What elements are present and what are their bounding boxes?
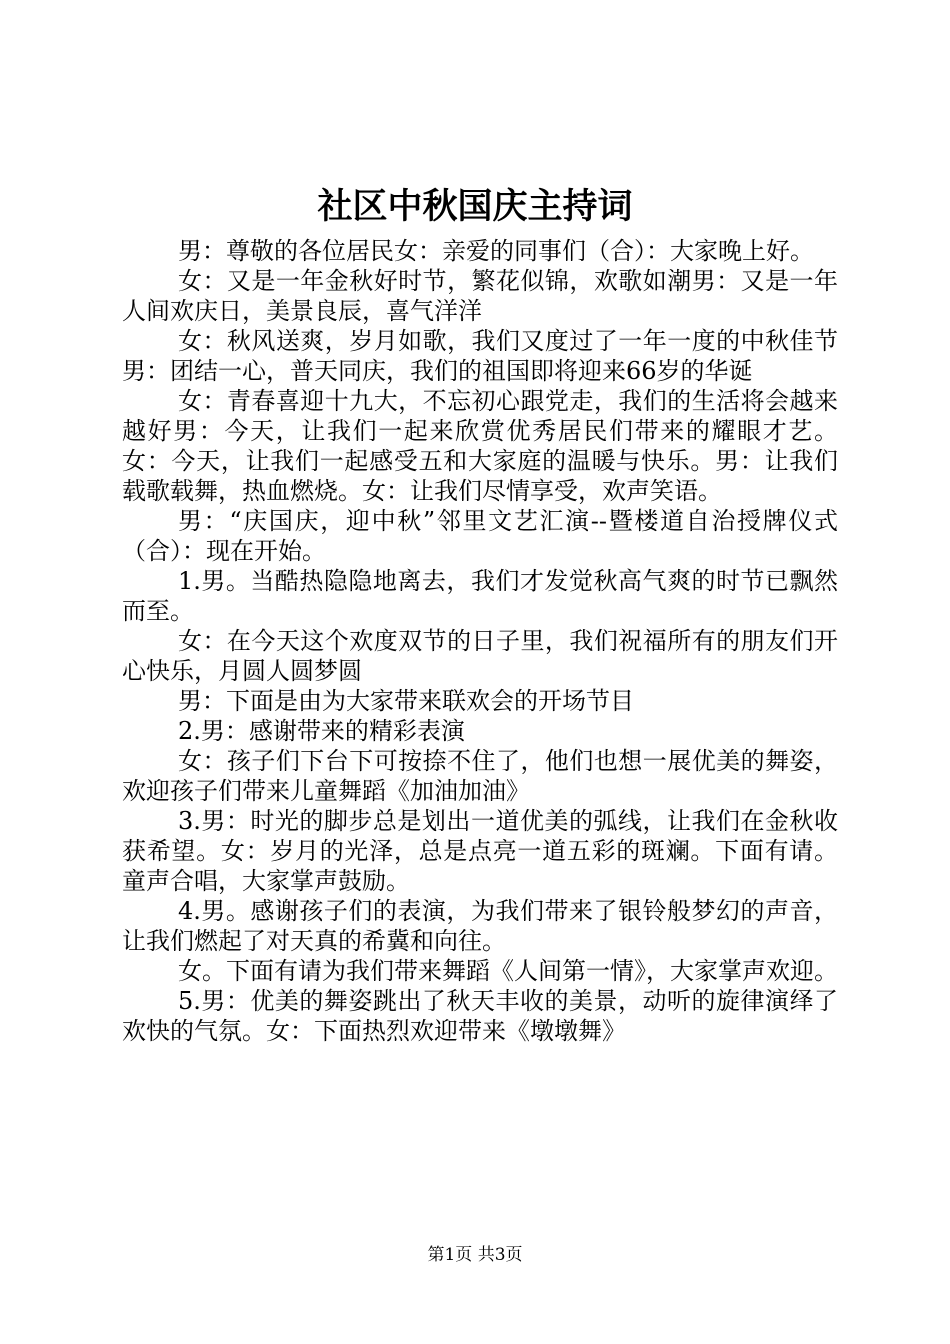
document-body	[122, 236, 838, 1046]
paragraph-2: 女：又是一年金秋好时节，繁花似锦，欢歌如潮男：又是一年人间欢庆日，美景良辰，喜气洋洋	[122, 267, 838, 325]
paragraph-8: 男：下面是由为大家带来联欢会的开场节目	[178, 687, 634, 715]
document-title: 社区中秋国庆主持词	[317, 186, 633, 227]
page-footer: 第1页 共3页	[427, 1245, 523, 1265]
paragraph-14: 5.男：优美的舞姿跳出了秋天丰收的美景，动听的旋律演绎了欢快的气氛。女：下面热烈欢迎带来《墩墩舞》	[122, 987, 838, 1045]
paragraph-13: 女。下面有请为我们带来舞蹈《人间第一情》，大家掌声欢迎。	[178, 957, 838, 985]
paragraph-4: 女：青春喜迎十九大，不忘初心跟党走，我们的生活将会越来越好男：今天，让我们一起来欣赏优秀居民们带来的耀眼才艺。女：今天，让我们一起感受五和大家庭的温暖与快乐。男：让我们载歌载舞，热血燃烧。女：让我们尽情享受，欢声笑语。	[122, 387, 838, 505]
paragraph-11: 3.男：时光的脚步总是划出一道优美的弧线，让我们在金秋收获希望。女：岁月的光泽，总是点亮一道五彩的斑斓。下面有请。童声合唱，大家掌声鼓励。	[122, 807, 838, 895]
paragraph-1: 男：尊敬的各位居民女：亲爱的同事们（合）：大家晚上好。	[178, 237, 814, 265]
paragraph-3: 女：秋风送爽，岁月如歌，我们又度过了一年一度的中秋佳节男：团结一心，普天同庆，我们的祖国即将迎来66岁的华诞	[122, 327, 838, 385]
paragraph-9: 2.男：感谢带来的精彩表演	[178, 717, 465, 745]
paragraph-6: 1.男。当酷热隐隐地离去，我们才发觉秋高气爽的时节已飘然而至。	[122, 567, 838, 625]
paragraph-12: 4.男。感谢孩子们的表演，为我们带来了银铃般梦幻的声音，让我们燃起了对天真的希冀和向往。	[122, 897, 838, 955]
paragraph-7: 女：在今天这个欢度双节的日子里，我们祝福所有的朋友们开心快乐，月圆人圆梦圆	[122, 627, 838, 685]
paragraph-10: 女：孩子们下台下可按捺不住了，他们也想一展优美的舞姿，欢迎孩子们带来儿童舞蹈《加油加油》	[122, 747, 838, 805]
paragraph-5: 男：“庆国庆，迎中秋”邻里文艺汇演--暨楼道自治授牌仪式（合）：现在开始。	[122, 507, 838, 565]
